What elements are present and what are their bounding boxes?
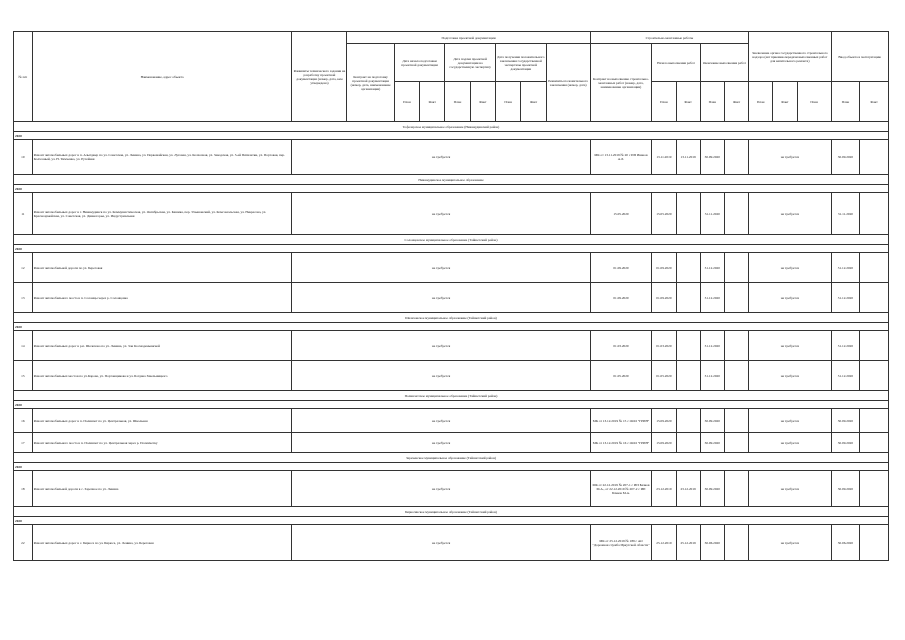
- commission-plan: 30.09.2020: [831, 471, 860, 507]
- end-fact: [724, 193, 748, 235]
- object-name: Ремонт автомобильных дорог в г. Нижнеудинск по ул. Коммунистическая, ул. Октябрьская, ул. Кашика, пер. Ульяновский, ул. Комсомольская, ул. Некрасова, ул. Красноармейская, ул. Советская, ул. Дивногорья, ул. Индустриальная: [32, 193, 292, 235]
- build-contract: МК от 13.12.2019 № 16 с ООО "ГРИН": [590, 433, 652, 453]
- end-plan: 31.11.2020: [700, 193, 724, 235]
- commission-fact: [860, 433, 889, 453]
- project-docs-status: не требуется: [292, 253, 590, 283]
- end-fact: [724, 253, 748, 283]
- row-number: 17: [14, 433, 33, 453]
- section-title: Шелеховское муниципальное образование (Тайшетский район): [14, 313, 889, 323]
- plan-label: План: [445, 82, 470, 122]
- object-name: Ремонт автомобильных дорог в п. Полинчет по ул. Центральная, ул. Школьная: [32, 409, 292, 433]
- start-plan: 23.12.2019: [652, 471, 676, 507]
- plan-label: План: [797, 82, 831, 122]
- header-end-work: Окончание выполнения работ: [700, 44, 748, 82]
- start-plan: 15.09.2020: [652, 409, 676, 433]
- row-number: 22: [14, 525, 33, 561]
- end-fact: [724, 409, 748, 433]
- header-positive: Реквизиты положительного заключения (номер, дата): [546, 44, 590, 122]
- commission-plan: 31.12.2020: [831, 361, 860, 391]
- start-fact: [676, 283, 700, 313]
- supervision-status: не требуется: [749, 361, 832, 391]
- object-name: Ремонт автомобильной дороги в с. Заречное по ул. Ленина: [32, 471, 292, 507]
- end-fact: [724, 361, 748, 391]
- start-fact: [676, 253, 700, 283]
- object-name: Ремонт автомобильных дорог в п. Алыгджер по ул. Советская, ул. Ленина, ул. Первомайская, ул. Луговая, ул. Колхозная, ул. Заводская, ул. 3-ей Пятилетки, ул. Портовая, пер. Колхозный, ул. Н. Тимченко, ул. Рутейная: [32, 140, 292, 175]
- section-row: [14, 122, 889, 132]
- start-plan: 01.05.2020: [652, 361, 676, 391]
- year-label: 2020: [14, 323, 889, 331]
- header-expertise: Дата получения положительного заключения государственной экспертизы проектной документации: [496, 44, 547, 82]
- table-row: [14, 140, 889, 175]
- build-contract: 15.05.2020: [590, 193, 652, 235]
- section-row: [14, 175, 889, 185]
- object-name: Ремонт автомобильной дороги по ул. Береговая: [32, 253, 292, 283]
- start-plan: 01.09.2020: [652, 283, 676, 313]
- document-page: [13, 31, 889, 561]
- supervision-status: не требуется: [749, 253, 832, 283]
- fact-label: Факт: [724, 82, 748, 122]
- year-label: 2020: [14, 185, 889, 193]
- section-row: [14, 313, 889, 323]
- build-contract: МК от 13.12.2019 № 15 с ООО "ГРИН": [590, 409, 652, 433]
- end-plan: 31.12.2020: [700, 361, 724, 391]
- year-row: [14, 517, 889, 525]
- commission-plan: 31.12.2020: [831, 253, 860, 283]
- table-row: [14, 409, 889, 433]
- header-num: № п/п: [14, 32, 33, 122]
- build-contract: МК от 13.11.2019 № 20 с ИП Иванов А.Л.: [590, 140, 652, 175]
- end-plan: 30.06.2020: [700, 525, 724, 561]
- section-title: Бирюсинское муниципальное образование (Тайшетский район): [14, 507, 889, 517]
- object-name: Ремонт автомобильных дорог в с. Бирюса по ул. Бирюса, ул. Ленина, ул. Береговая: [32, 525, 292, 561]
- object-name: Ремонт автомобильного моста в п. Полинчет по ул. Центральная через р. Полинчетку: [32, 433, 292, 453]
- row-number: 16: [14, 409, 33, 433]
- start-plan: 13.11.2019: [652, 140, 676, 175]
- commission-fact: [860, 361, 889, 391]
- project-docs-status: не требуется: [292, 193, 590, 235]
- end-plan: 30.09.2020: [700, 409, 724, 433]
- year-row: [14, 401, 889, 409]
- plan-label: План: [749, 82, 773, 122]
- commission-fact: [860, 283, 889, 313]
- start-fact: [676, 331, 700, 361]
- header-submit-docs: Дата подачи проектной документации на государственную экспертизу: [445, 44, 496, 82]
- commission-plan: 30.09.2020: [831, 433, 860, 453]
- project-docs-status: не требуется: [292, 140, 590, 175]
- start-fact: 13.11.2019: [676, 140, 700, 175]
- supervision-status: не требуется: [749, 140, 832, 175]
- object-name: Ремонт автомобильных мостов по ул.Карова, ул. Портовщикова и ул. Богдана Хмельницкого: [32, 361, 292, 391]
- table-row: [14, 525, 889, 561]
- project-docs-status: не требуется: [292, 331, 590, 361]
- supervision-status: не требуется: [749, 525, 832, 561]
- header-contract-build: Контракт на выполнение строительно-монтажных работ (номер, дата, наименование организации): [590, 44, 652, 122]
- project-docs-status: не требуется: [292, 361, 590, 391]
- commission-plan: 31.12.2020: [831, 331, 860, 361]
- start-plan: 01.09.2020: [652, 253, 676, 283]
- build-contract: МК от 22.12.2019 № 207-1 с ИП Бачков М.А., от 22.12.2019 № 207-2 с ИП Бачков М.А.: [590, 471, 652, 507]
- start-fact: 25.12.2019: [676, 525, 700, 561]
- row-number: 18: [14, 471, 33, 507]
- supervision-status: не требуется: [749, 409, 832, 433]
- start-plan: 25.12.2019: [652, 525, 676, 561]
- end-fact: [724, 433, 748, 453]
- header-tz: Реквизиты технического задания на разработку проектной документации (номер, дата, кем утверждено): [292, 32, 347, 122]
- table-row: [14, 361, 889, 391]
- commission-plan: 30.09.2020: [831, 409, 860, 433]
- header-supervision: Заключение органа государственного строительного надзора (акт приемки-передачи выполненных работ для капитального ремонта): [749, 32, 832, 82]
- build-contract: МК от 25.12.2019 № 189 с АО "Дорожная служба Иркутской области": [590, 525, 652, 561]
- fact-label: Факт: [860, 82, 889, 122]
- section-title: Полинчетское муниципальное образование (Тайшетский район): [14, 391, 889, 401]
- end-plan: 31.12.2020: [700, 283, 724, 313]
- start-plan: 01.03.2020: [652, 331, 676, 361]
- year-label: 2020: [14, 245, 889, 253]
- header-contract: Контракт на подготовку проектной документации (номер, дата, наименование организации): [347, 44, 394, 122]
- section-row: [14, 453, 889, 463]
- table-row: [14, 471, 889, 507]
- plan-label: План: [496, 82, 521, 122]
- year-row: [14, 323, 889, 331]
- fact-label: Факт: [773, 82, 797, 122]
- start-fact: [676, 361, 700, 391]
- row-number: 11: [14, 193, 33, 235]
- header-name: Наименование, адрес объекта: [32, 32, 292, 122]
- objects-table: [13, 31, 889, 561]
- commission-plan: 30.06.2020: [831, 525, 860, 561]
- year-label: 2020: [14, 463, 889, 471]
- year-label: 2020: [14, 132, 889, 140]
- project-docs-status: не требуется: [292, 525, 590, 561]
- section-title: Тофаларское муниципальное образование (Нижнеудинский район): [14, 122, 889, 132]
- end-fact: [724, 283, 748, 313]
- commission-plan: 31.12.2020: [831, 283, 860, 313]
- build-contract: 01.05.2020: [590, 361, 652, 391]
- start-fact: [676, 433, 700, 453]
- commission-fact: [860, 140, 889, 175]
- section-row: [14, 391, 889, 401]
- fact-label: Факт: [676, 82, 700, 122]
- plan-label: План: [394, 82, 419, 122]
- start-plan: 15.09.2020: [652, 433, 676, 453]
- fact-label: Факт: [521, 82, 546, 122]
- start-plan: 15.05.2020: [652, 193, 676, 235]
- supervision-status: не требуется: [749, 193, 832, 235]
- table-row: [14, 283, 889, 313]
- row-number: 15: [14, 361, 33, 391]
- start-fact: 23.12.2019: [676, 471, 700, 507]
- project-docs-status: не требуется: [292, 471, 590, 507]
- supervision-status: не требуется: [749, 283, 832, 313]
- object-name: Ремонт автомобильного моста в п. Солонцы через р. Солонцовка: [32, 283, 292, 313]
- build-contract: 01.03.2020: [590, 331, 652, 361]
- header-project-docs: Подготовка проектной документации: [347, 32, 590, 44]
- commission-plan: 31.11.2020: [831, 193, 860, 235]
- end-plan: 31.12.2020: [700, 253, 724, 283]
- year-label: 2020: [14, 517, 889, 525]
- object-name: Ремонт автомобильных дорог в р.п. Шелехово по ул. Ленина, ул. Зои Космодемьянской: [32, 331, 292, 361]
- section-title: Нижнеудинское муниципальное образование: [14, 175, 889, 185]
- commission-fact: [860, 409, 889, 433]
- plan-label: План: [700, 82, 724, 122]
- project-docs-status: не требуется: [292, 409, 590, 433]
- plan-label: План: [652, 82, 676, 122]
- end-fact: [724, 331, 748, 361]
- section-row: [14, 235, 889, 245]
- supervision-status: не требуется: [749, 331, 832, 361]
- supervision-status: не требуется: [749, 433, 832, 453]
- end-fact: [724, 525, 748, 561]
- end-plan: 31.12.2020: [700, 331, 724, 361]
- table-row: [14, 331, 889, 361]
- commission-fact: [860, 193, 889, 235]
- end-plan: 30.09.2020: [700, 433, 724, 453]
- row-number: 14: [14, 331, 33, 361]
- project-docs-status: не требуется: [292, 283, 590, 313]
- commission-plan: 30.09.2020: [831, 140, 860, 175]
- year-row: [14, 132, 889, 140]
- project-docs-status: не требуется: [292, 433, 590, 453]
- commission-fact: [860, 253, 889, 283]
- section-title: Солонцовское муниципальное образование (Тайшетский район): [14, 235, 889, 245]
- start-fact: [676, 193, 700, 235]
- end-fact: [724, 471, 748, 507]
- table-row: [14, 193, 889, 235]
- commission-fact: [860, 525, 889, 561]
- end-fact: [724, 140, 748, 175]
- row-number: 10: [14, 140, 33, 175]
- supervision-status: не требуется: [749, 471, 832, 507]
- fact-label: Факт: [470, 82, 495, 122]
- fact-label: Факт: [420, 82, 445, 122]
- end-plan: 30.09.2020: [700, 140, 724, 175]
- build-contract: 01.09.2020: [590, 283, 652, 313]
- year-row: [14, 245, 889, 253]
- section-row: [14, 507, 889, 517]
- row-number: 12: [14, 253, 33, 283]
- plan-label: План: [831, 82, 860, 122]
- build-contract: 01.09.2020: [590, 253, 652, 283]
- header-construction: Строительно-монтажные работы: [590, 32, 748, 44]
- commission-fact: [860, 331, 889, 361]
- header-start-docs: Дата начала подготовки проектной документации: [394, 44, 445, 82]
- commission-fact: [860, 471, 889, 507]
- table-row: [14, 253, 889, 283]
- row-number: 13: [14, 283, 33, 313]
- year-label: 2020: [14, 401, 889, 409]
- header-start-work: Начало выполнения работ: [652, 44, 700, 82]
- end-plan: 30.09.2020: [700, 471, 724, 507]
- section-title: Зареченское муниципальное образование (Тайшетский район): [14, 453, 889, 463]
- table-row: [14, 433, 889, 453]
- year-row: [14, 463, 889, 471]
- start-fact: [676, 409, 700, 433]
- header-row-1: [14, 32, 889, 44]
- year-row: [14, 185, 889, 193]
- header-commission: Ввод объекта в эксплуатацию: [831, 32, 888, 82]
